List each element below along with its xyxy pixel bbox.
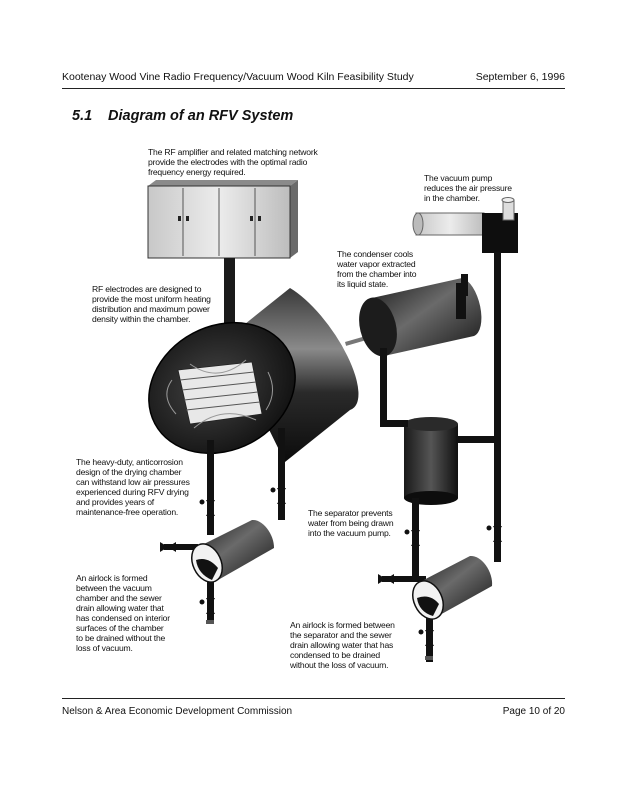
- separator: [404, 417, 458, 505]
- rf-amplifier-cabinet: [148, 180, 298, 258]
- section-title: Diagram of an RFV System: [108, 108, 294, 124]
- footer-rule: [62, 698, 565, 699]
- caption-airlock-left: An airlock is formed between the vacuum chamber and the sewer drain allowing water that has condensed on interior surfaces of the chamber to be drained without the loss of vacuum.: [76, 573, 170, 653]
- caption-airlock-right: An airlock is formed between the separator and the sewer drain allowing water that has condensed to be drained without the loss of vacuum.: [290, 620, 395, 670]
- header-date: September 6, 1996: [475, 71, 565, 83]
- footer-page-number: Page 10 of 20: [502, 706, 565, 717]
- caption-separator: The separator prevents water from being drawn into the vacuum pump.: [308, 508, 394, 538]
- caption-vacuum-pump: The vacuum pump reduces the air pressure in the chamber.: [424, 173, 512, 203]
- condenser: [345, 278, 481, 360]
- caption-condenser: The condenser cools water vapor extracted from the chamber into its liquid state.: [337, 249, 417, 289]
- header-title: Kootenay Wood Vine Radio Frequency/Vacuum Wood Kiln Feasibility Study: [62, 71, 414, 83]
- caption-electrodes: RF electrodes are designed to provide the most uniform heating distribution and maximum power density within the chamber.: [92, 284, 211, 324]
- airlock-right: [407, 556, 492, 624]
- airlock-left: [186, 520, 274, 587]
- vacuum-pump: [413, 198, 518, 254]
- caption-chamber: The heavy-duty, anticorrosion design of the drying chamber can withstand low air pressures experienced during RFV drying and provides years of maintenance-free operation.: [76, 457, 190, 517]
- footer-org: Nelson & Area Economic Development Commission: [62, 706, 293, 717]
- caption-amplifier: The RF amplifier and related matching network provide the electrodes with the optimal radio frequency energy required.: [148, 147, 318, 177]
- section-number: 5.1: [72, 108, 93, 124]
